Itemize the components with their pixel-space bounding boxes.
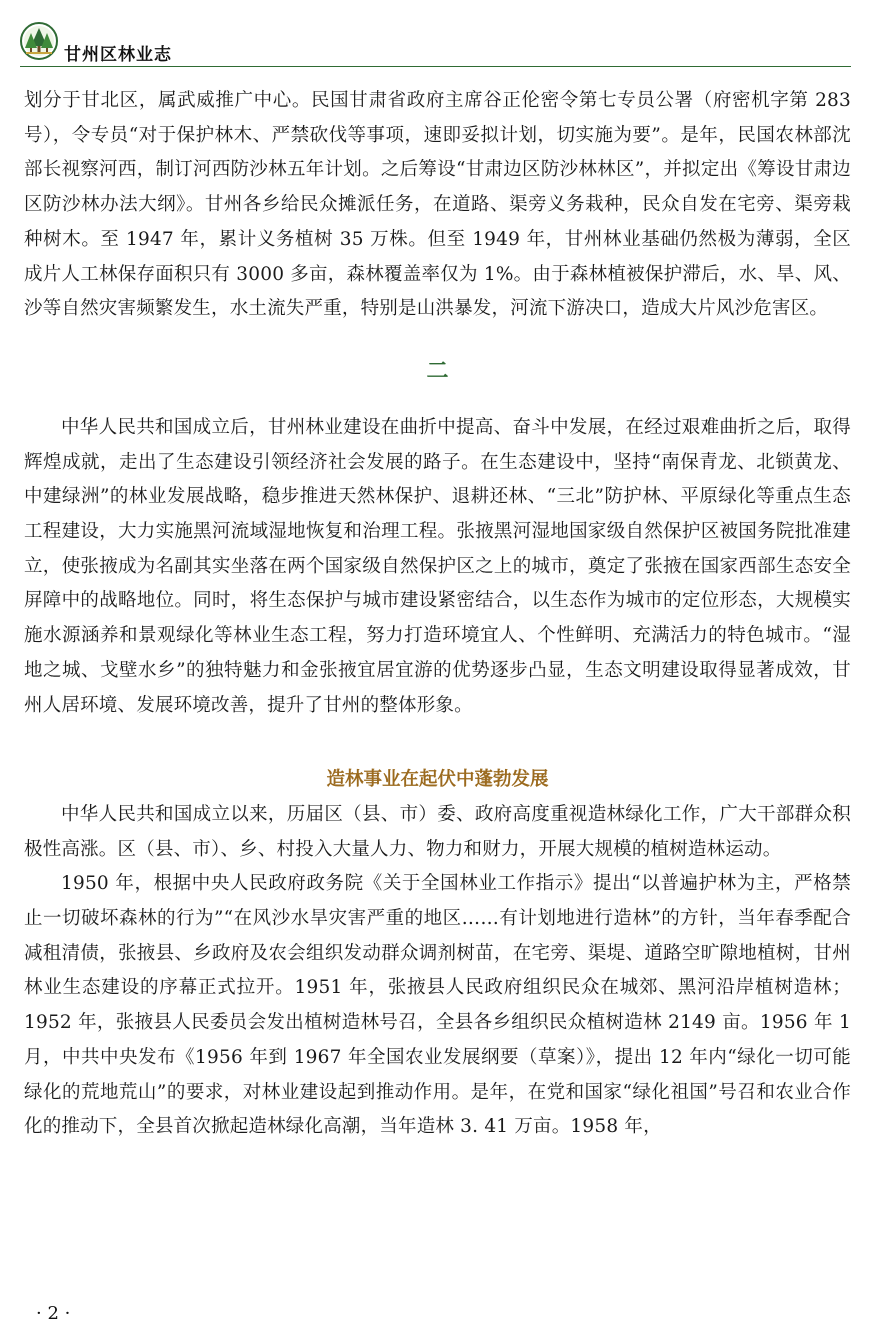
section-number: 二 [426,357,449,384]
body-paragraph: 中华人民共和国成立以来，历届区（县、市）委、政府高度重视造林绿化工作，广大干部群众积极性高涨。区（县、市）、乡、村投入大量人力、物力和财力，开展大规模的植树造林运动。 [24,803,851,860]
book-title: 甘州区林业志 [64,45,172,65]
section-subheading: 造林事业在起伏中蓬勃发展 [326,769,549,791]
page-number: · 2 · [36,1303,71,1324]
body-paragraph: 1950 年，根据中央人民政府政务院《关于全国林业工作指示》提出“以普遍护林为主，严格禁止一切破坏森林的行为”“在风沙水旱灾害严重的地区……有计划地进行造林”的方针，当年春季配合减租清债，张掖县、乡政府及农会组织发动群众调剂树苗，在宅旁、渠堤、道路空旷隙地植树，甘州林业生态建设的序幕正式拉开。1951 年，张掖县人民政府组织民众在城郊、黑河沿岸植树造林；1952 年，张掖县人民委员会发出植树造林号召，全县各乡组织民众植树造林 2149 亩。1956 年 1 月，中共中央发布《1956 年到 1967 年全国农业发展纲要（草案）》，提出 12 年内“绿化一切可能绿化的荒地荒山”的要求，对林业建设起到推动作用。是年，在党和国家“绿化祖国”号召和农业合作化的推动下，全县首次掀起造林绿化高潮，当年造林 3. 41 万亩。1958 年， [24,873,851,1138]
forest-tree-logo-icon [20,22,58,60]
section-paragraph: 中华人民共和国成立后，甘州林业建设在曲折中提高、奋斗中发展，在经过艰难曲折之后，取得辉煌成就，走出了生态建设引领经济社会发展的路子。在生态建设中，坚持“南保青龙、北锁黄龙、中建绿洲”的林业发展战略，稳步推进天然林保护、退耕还林、“三北”防护林、平原绿化等重点生态工程建设，大力实施黑河流域湿地恢复和治理工程。张掖黑河湿地国家级自然保护区被国务院批准建立，使张掖成为名副其实坐落在两个国家级自然保护区之上的城市，奠定了张掖在国家西部生态安全屏障中的战略地位。同时，将生态保护与城市建设紧密结合，以生态作为城市的定位形态，大规模实施水源涵养和景观绿化等林业生态工程，努力打造环境宜人、个性鲜明、充满活力的特色城市。“湿地之城、戈壁水乡”的独特魅力和金张掖宜居宜游的优势逐步凸显，生态文明建设取得显著成效，甘州人居环境、发展环境改善，提升了甘州的整体形象。 [24,416,851,716]
page-body [24,84,851,1145]
paragraph-continued: 划分于甘北区，属武威推广中心。民国甘肃省政府主席谷正伦密令第七专员公署（府密机字第 283 号），令专员“对于保护林木、严禁砍伐等事项，速即妥拟计划，切实施为要”。是年，民国农林部沈部长视察河西，制订河西防沙林五年计划。之后筹设“甘肃边区防沙林林区”，并拟定出《筹设甘肃边区防沙林办法大纲》。甘州各乡给民众摊派任务，在道路、渠旁义务栽种，民众自发在宅旁、渠旁栽种树木。至 1947 年，累计义务植树 35 万株。但至 1949 年，甘州林业基础仍然极为薄弱，全区成片人工林保存面积只有 3000 多亩，森林覆盖率仅为 1%。由于森林植被保护滞后，水、旱、风、沙等自然灾害频繁发生，水土流失严重，特别是山洪暴发，河流下游决口，造成大片风沙危害区。 [24,90,851,320]
running-header [20,20,851,67]
